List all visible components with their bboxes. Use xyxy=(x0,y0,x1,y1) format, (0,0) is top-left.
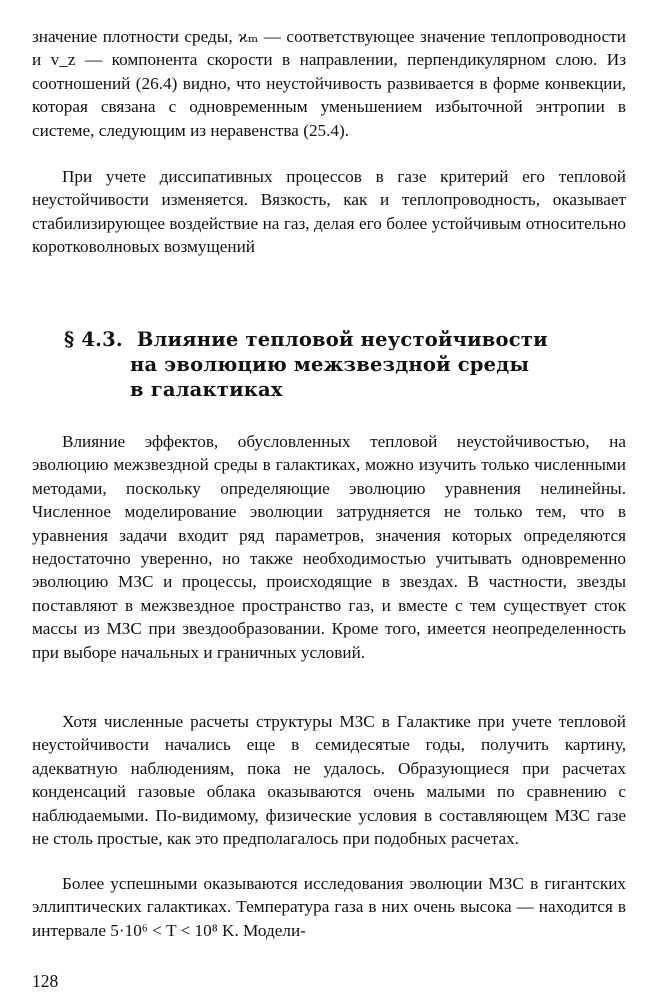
paragraph-text: Хотя численные расчеты структуры МЗС в Галактике при учете тепловой неустойчивости начались еще в семидесятые годы, получить картину, адекватную наблюдениям, пока не удалось. Образующиеся при расчетах конденсаций газовые облака оказываются очень малыми по сравнению с наблюдаемыми. По-видимому, физические условия в составляющем МЗС газе не столь простые, как это предполагалось при подобных расчетах. xyxy=(32,712,626,849)
section-heading-line-1 xyxy=(64,327,624,352)
section-title-part-3: в галактиках xyxy=(130,378,283,401)
section-heading xyxy=(64,327,624,402)
paragraph-galaxy-calculations xyxy=(32,710,626,850)
paragraph-continuation xyxy=(32,25,626,142)
section-number: § 4.3. xyxy=(64,328,123,351)
paragraph-numerical-methods xyxy=(32,430,626,664)
paragraph-text: Влияние эффектов, обусловленных тепловой неустойчивостью, на эволюцию межзвездной среды в галактиках, можно изучить только численными методами, поскольку определяющие эволюцию уравнения нелинейны. Численное моделирование эволюции затрудняется не только тем, что в уравнения задачи входит ряд параметров, значения которых определяются недостаточно уверенно, но также необходимостью учитывать одновременно эволюцию МЗС и процессы, происходящие в звездах. В частности, звезды поставляют в межзвездное пространство газ, и вместе с тем существует сток массы из МЗС при звездообразовании. Кроме того, имеется неопределенность при выборе начальных и граничных условий. xyxy=(32,432,626,662)
paragraph-text: значение плотности среды, ϰₘ — соответствующее значение теплопроводности и v_z — компонента скорости в направлении, перпендикулярном слою. Из соотношений (26.4) видно, что неустойчивость развивается в форме конвекции, которая связана с одновременным уменьшением избыточной энтропии в системе, следующим из неравенства (25.4). xyxy=(32,27,626,140)
page-number: 128 xyxy=(32,971,59,991)
paragraph-dissipative xyxy=(32,165,626,259)
paragraph-text: При учете диссипативных процессов в газе критерий его тепловой неустойчивости изменяется. Вязкость, как и теплопроводность, оказывает стабилизирующее воздействие на газ, делая его более устойчивым относительно коротковолновых возмущений xyxy=(32,167,626,257)
paragraph-elliptical-galaxies xyxy=(32,872,626,942)
paragraph-text: Более успешными оказываются исследования эволюции МЗС в гигантских эллиптических галактиках. Температура газа в них очень высока — находится в интервале 5·10⁶ < T < 10⁸ K. Модели- xyxy=(32,874,626,940)
section-title-part-2: на эволюцию межзвездной среды xyxy=(130,353,530,376)
section-title-part-1: Влияние тепловой неустойчивости xyxy=(136,328,548,351)
